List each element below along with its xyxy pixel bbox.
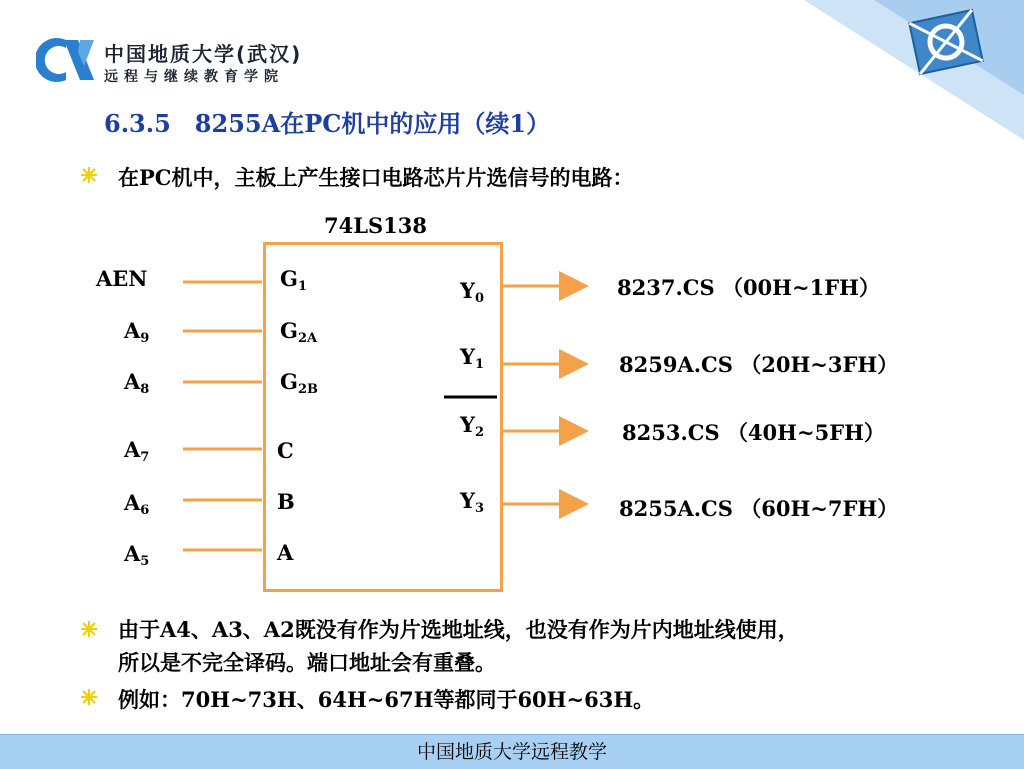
input-signal-a5: $A_5$ — [124, 541, 150, 569]
pin-g1: $G_1$ — [280, 266, 307, 294]
input-signal-aen: AEN — [96, 266, 148, 291]
bullet-text-3: 例如：70H~73H、64H~67H等都同于60H~63H。 — [118, 687, 655, 712]
bullet-icon — [80, 688, 98, 706]
footer-text: 中国地质大学远程教学 — [416, 741, 607, 763]
input-signal-a7: $A_7$ — [124, 437, 150, 465]
input-signal-a9: $A_9$ — [124, 318, 150, 346]
input-signal-a8: $A_8$ — [124, 369, 150, 397]
bullet-text-2-line-2: 所以是不完全译码。端口地址会有重叠。 — [118, 650, 496, 675]
pin-a: A — [277, 540, 294, 565]
pin-b: B — [277, 489, 295, 514]
pin-g2a: $G_{2A}$ — [280, 318, 318, 346]
logo-university-name: 中国地质大学(武汉) — [104, 42, 303, 66]
chip-name: 74LS138 — [324, 213, 427, 238]
footer-bar — [0, 734, 1024, 769]
output-target-8255a: 8255A.CS （60H~7FH） — [619, 496, 899, 521]
pin-y0: $Y_0$ — [460, 278, 485, 306]
logo-college-name: 远程与继续教育学院 — [104, 69, 284, 85]
pin-y1: $Y_1$ — [460, 344, 485, 372]
pin-y3: $Y_3$ — [460, 488, 485, 516]
pin-c: C — [277, 438, 294, 463]
output-target-8237: 8237.CS （00H~1FH） — [617, 275, 880, 300]
output-target-8253: 8253.CS （40H~5FH） — [622, 420, 885, 445]
pin-g2b: $G_{2B}$ — [280, 369, 318, 397]
bullet-icon — [80, 620, 98, 638]
bullet-text-2-line-1: 由于A4、A3、A2既没有作为片选地址线，也没有作为片内地址线使用， — [118, 617, 799, 642]
pin-y2: $Y_2$ — [460, 412, 485, 440]
input-signal-a6: $A_6$ — [124, 490, 150, 518]
slide-title: 6.3.5 8255A在PC机中的应用（续1） — [104, 109, 551, 138]
output-target-8259a: 8259A.CS （20H~3FH） — [619, 352, 899, 377]
bullet-text-1: 在PC机中，主板上产生接口电路芯片片选信号的电路： — [118, 165, 634, 190]
